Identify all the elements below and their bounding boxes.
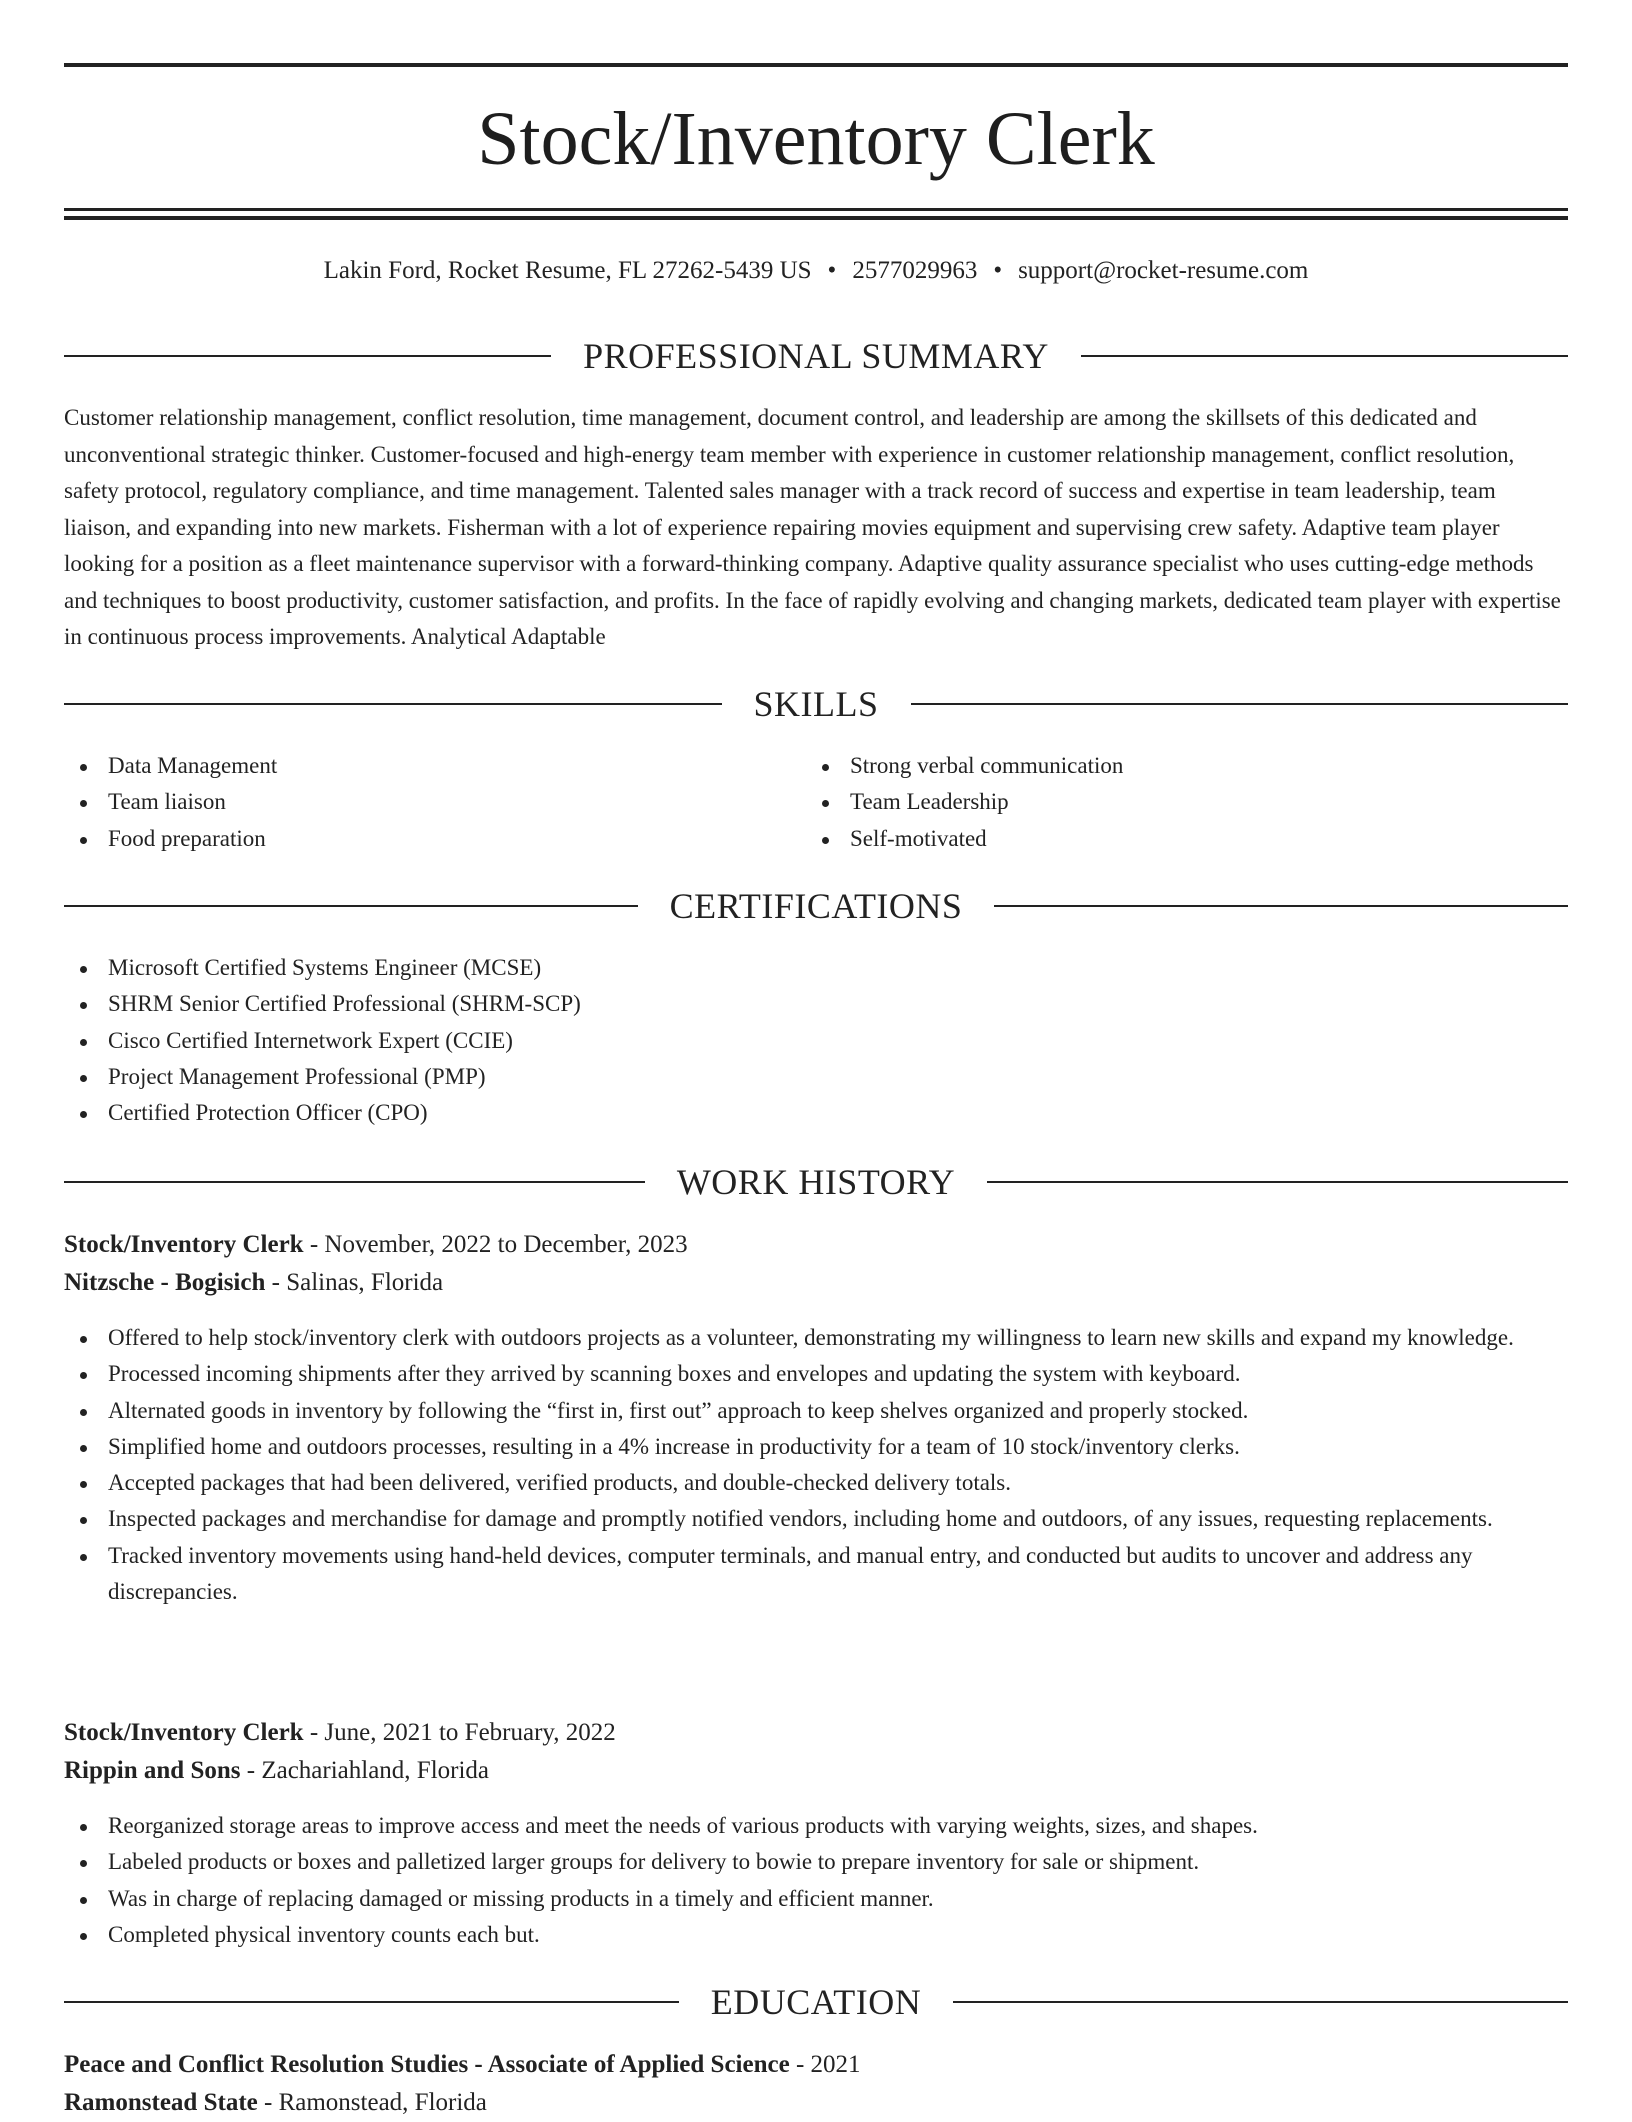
certification-item: Microsoft Certified Systems Engineer (MCSE) xyxy=(64,950,1568,986)
job-duty-item: Inspected packages and merchandise for damage and promptly notified vendors, including home and outdoors, of any issues, requesting replacements. xyxy=(64,1501,1568,1537)
heading-rule-left xyxy=(64,703,722,705)
certifications-heading-label: CERTIFICATIONS xyxy=(669,886,963,926)
job-dates: - June, 2021 to February, 2022 xyxy=(303,1719,616,1746)
job-duties-list xyxy=(64,1808,1568,1953)
contact-separator: • xyxy=(993,257,1003,284)
job-title: Stock/Inventory Clerk xyxy=(64,1719,304,1746)
job-duty-item: Alternated goods in inventory by following the “first in, first out” approach to keep shelves organized and properly stocked. xyxy=(64,1393,1568,1429)
certifications-list xyxy=(64,950,1568,1131)
contact-line xyxy=(64,255,1568,287)
skill-item: Data Management xyxy=(64,748,784,784)
job-duties-list xyxy=(64,1320,1568,1610)
job-company: Nitzsche - Bogisich xyxy=(64,1269,266,1296)
education-section-heading xyxy=(64,1980,1568,2024)
skills-heading-label: SKILLS xyxy=(753,684,879,724)
heading-rule-left xyxy=(64,2001,679,2003)
job-title-line xyxy=(64,1714,1568,1752)
job-location: - Zachariahland, Florida xyxy=(240,1757,490,1784)
certification-item: Cisco Certified Internetwork Expert (CCIE) xyxy=(64,1023,1568,1059)
contact-email: support@rocket-resume.com xyxy=(1018,257,1309,284)
job-duty-item: Simplified home and outdoors processes, resulting in a 4% increase in productivity for a team of 10 stock/inventory clerks. xyxy=(64,1429,1568,1465)
education-heading-label: EDUCATION xyxy=(710,1982,922,2022)
skill-item: Self-motivated xyxy=(806,821,1526,857)
job-company-line xyxy=(64,1264,1568,1302)
certification-item: SHRM Senior Certified Professional (SHRM-SCP) xyxy=(64,986,1568,1022)
header-top-rule xyxy=(64,63,1568,67)
job-duty-item: Was in charge of replacing damaged or missing products in a timely and efficient manner. xyxy=(64,1881,1568,1917)
job-company-line xyxy=(64,1752,1568,1790)
education-school: Ramonstead State xyxy=(64,2089,258,2116)
skills-section-heading xyxy=(64,682,1568,726)
job-duty-item: Tracked inventory movements using hand-held devices, computer terminals, and manual entry, and conducted but audits to uncover and address any discrepancies. xyxy=(64,1538,1568,1611)
education-location: - Ramonstead, Florida xyxy=(257,2089,487,2116)
heading-rule-right xyxy=(987,1181,1568,1183)
certifications-section-heading xyxy=(64,884,1568,928)
contact-separator: • xyxy=(827,257,837,284)
work-history-section-heading xyxy=(64,1160,1568,1204)
summary-heading-label: PROFESSIONAL SUMMARY xyxy=(583,336,1049,376)
heading-rule-right xyxy=(1081,355,1568,357)
heading-rule-right xyxy=(953,2001,1568,2003)
skills-column-right xyxy=(806,748,1526,857)
skills-column-left xyxy=(64,748,784,857)
job-title-line xyxy=(64,1226,1568,1264)
heading-rule-left xyxy=(64,355,551,357)
summary-text: Customer relationship management, conflict resolution, time management, document control, and leadership are among the skillsets of this dedicated and unconventional strategic thinker. Customer-focused and high-energy team member with experience in customer relationship management, conflict resolution, safety protocol, regulatory compliance, and time management. Talented sales manager with a track record of success and expertise in team leadership, team liaison, and expanding into new markets. Fisherman with a lot of experience repairing movies equipment and supervising crew safety. Adaptive team player looking for a position as a fleet maintenance supervisor with a forward-thinking company. Adaptive quality assurance specialist who uses cutting-edge methods and techniques to boost productivity, customer satisfaction, and profits. In the face of rapidly evolving and changing markets, dedicated team player with expertise in continuous process improvements. Analytical Adaptable xyxy=(64,405,1561,649)
heading-rule-left xyxy=(64,905,638,907)
header-bottom-rule-thick xyxy=(64,216,1568,220)
job-location: - Salinas, Florida xyxy=(265,1269,444,1296)
job-dates: - November, 2022 to December, 2023 xyxy=(303,1231,688,1258)
job-duty-item: Offered to help stock/inventory clerk with outdoors projects as a volunteer, demonstrating my willingness to learn new skills and expand my knowledge. xyxy=(64,1320,1568,1356)
job-title: Stock/Inventory Clerk xyxy=(64,1231,304,1258)
skill-item: Strong verbal communication xyxy=(806,748,1526,784)
work-history-heading-label: WORK HISTORY xyxy=(676,1162,956,1202)
resume-title: Stock/Inventory Clerk xyxy=(477,97,1155,181)
contact-phone: 2577029963 xyxy=(852,257,978,284)
job-duty-item: Labeled products or boxes and palletized larger groups for delivery to bowie to prepare inventory for sale or shipment. xyxy=(64,1844,1568,1880)
summary-section-heading xyxy=(64,334,1568,378)
job-duty-item: Accepted packages that had been delivered, verified products, and double-checked delivery totals. xyxy=(64,1465,1568,1501)
skill-item: Team Leadership xyxy=(806,784,1526,820)
certification-item: Certified Protection Officer (CPO) xyxy=(64,1095,1568,1131)
heading-rule-left xyxy=(64,1181,645,1183)
contact-address: Lakin Ford, Rocket Resume, FL 27262-5439 US xyxy=(323,257,812,284)
skill-item: Team liaison xyxy=(64,784,784,820)
education-degree: Peace and Conflict Resolution Studies - Associate of Applied Science xyxy=(64,2051,790,2078)
job-duty-item: Completed physical inventory counts each but. xyxy=(64,1917,1568,1953)
education-year: - 2021 xyxy=(789,2051,861,2078)
heading-rule-right xyxy=(911,703,1569,705)
job-duty-item: Processed incoming shipments after they arrived by scanning boxes and envelopes and updating the system with keyboard. xyxy=(64,1356,1568,1392)
education-degree-line xyxy=(64,2046,1568,2084)
job-company: Rippin and Sons xyxy=(64,1757,241,1784)
certification-item: Project Management Professional (PMP) xyxy=(64,1059,1568,1095)
heading-rule-right xyxy=(994,905,1568,907)
header-bottom-rule-thin xyxy=(64,208,1568,211)
job-duty-item: Reorganized storage areas to improve access and meet the needs of various products with varying weights, sizes, and shapes. xyxy=(64,1808,1568,1844)
skill-item: Food preparation xyxy=(64,821,784,857)
education-school-line xyxy=(64,2084,1568,2122)
